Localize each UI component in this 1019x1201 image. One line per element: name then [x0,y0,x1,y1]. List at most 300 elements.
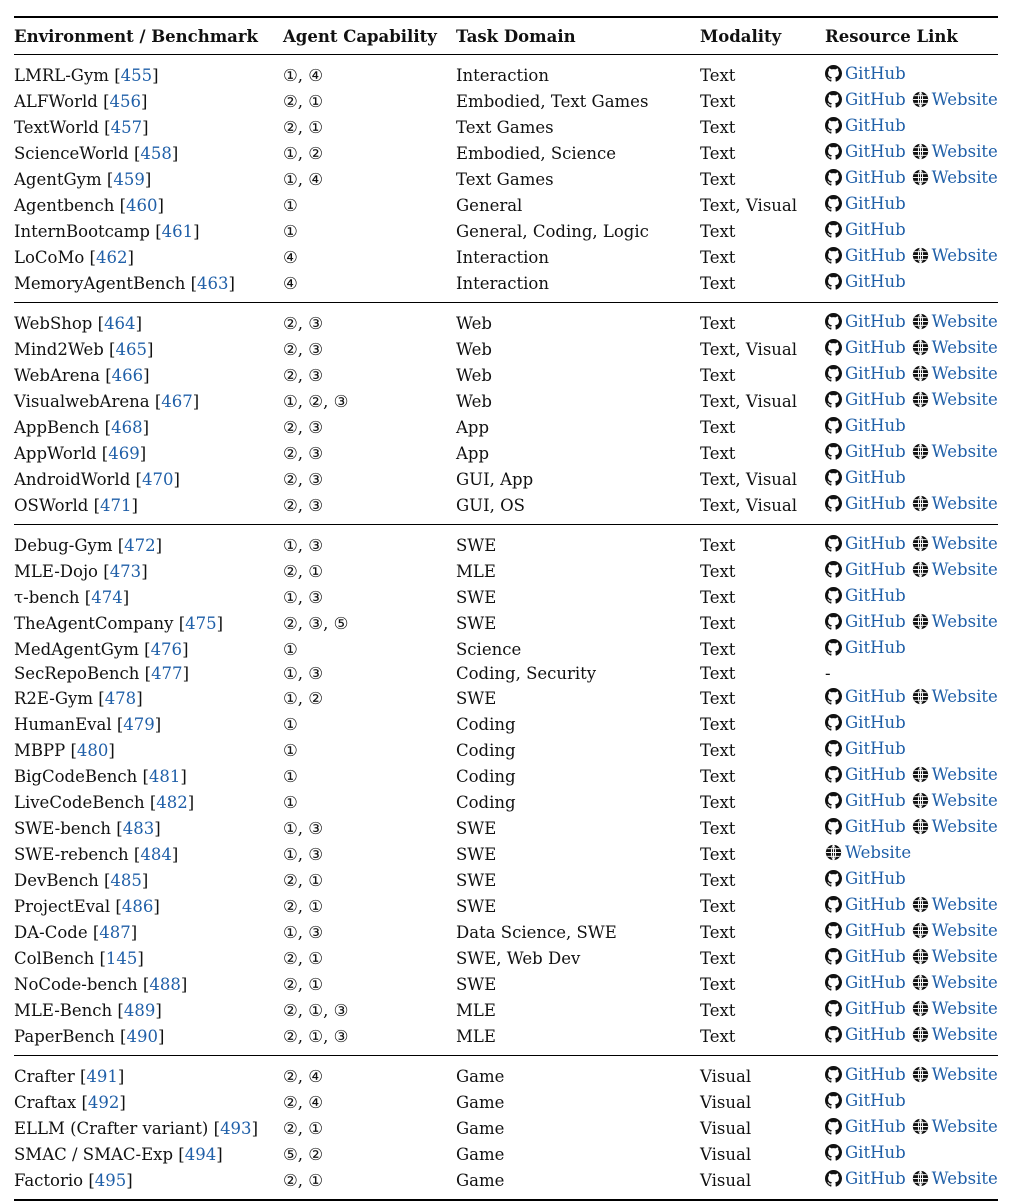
header-modality: Modality [700,26,782,46]
table-row [14,584,998,610]
environment-name: InternBootcamp [14,221,156,241]
github-icon [825,1144,842,1161]
website-link-label: Website [931,947,998,966]
github-icon [825,313,842,330]
table-header [14,17,998,55]
environment-name: AppBench [14,417,105,437]
domain-cell: Interaction [456,65,549,85]
capability-cell: ②, ③ [283,339,324,359]
domain-cell: Web [456,391,492,411]
resource-link-cell [825,841,998,867]
environment-cell: LiveCodeBench [482] [14,792,195,812]
github-link-label: GitHub [845,739,906,758]
website-link[interactable] [912,893,998,916]
table-row [14,1023,998,1056]
capability-cell: ⑤, ② [283,1144,324,1164]
capability-cell: ①, ② [283,143,324,163]
website-link[interactable] [912,336,998,359]
environment-cell: AppWorld [469] [14,443,147,463]
website-link[interactable] [912,88,998,111]
modality-cell: Text [700,948,736,968]
modality-cell: Text, Visual [700,195,798,215]
environment-name: AgentGym [14,169,107,189]
table-row [14,55,998,89]
github-link-label: GitHub [845,534,906,553]
resource-link-cell [825,893,998,919]
environment-name: τ-bench [14,587,85,607]
github-link-label: GitHub [845,895,906,914]
website-link[interactable] [912,140,998,163]
github-link[interactable] [825,192,906,215]
citation-link[interactable]: 472 [124,535,156,555]
modality-cell: Text [700,844,736,864]
header-domain: Task Domain [456,26,576,46]
environment-name: PaperBench [14,1026,121,1046]
github-link[interactable] [825,893,906,916]
domain-cell: SWE [456,613,497,633]
modality-cell: Visual [700,1118,752,1138]
github-link[interactable] [825,218,906,241]
environment-name: MedAgentGym [14,639,145,659]
website-link-label: Website [931,817,998,836]
environment-name: TheAgentCompany [14,613,179,633]
website-link[interactable] [912,1167,998,1190]
citation-link[interactable]: 483 [122,818,155,838]
github-link[interactable] [825,789,906,812]
github-link[interactable] [825,610,906,633]
github-icon [825,639,842,656]
github-link[interactable] [825,140,906,163]
modality-cell: Text [700,117,736,137]
citation-link[interactable]: 493 [220,1118,252,1138]
globe-icon [825,844,842,861]
environment-cell: BigCodeBench [481] [14,766,187,786]
domain-cell: SWE, Web Dev [456,948,581,968]
globe-icon [912,339,929,356]
website-link[interactable] [912,919,998,942]
environment-name: WebArena [14,365,106,385]
github-link[interactable] [825,815,906,838]
environment-name: SWE-bench [14,818,117,838]
domain-cell: General [456,195,523,215]
capability-cell: ①, ③ [283,922,324,942]
resource-link-cell [825,270,998,303]
citation-link[interactable]: 459 [113,169,145,189]
website-link-label: Website [931,1025,998,1044]
globe-icon [912,922,929,939]
citation-link[interactable]: 474 [91,587,123,607]
github-link[interactable] [825,685,906,708]
modality-cell: Text [700,688,736,708]
environment-name: AppWorld [14,443,102,463]
environment-cell: ColBench [145] [14,948,144,968]
citation-link[interactable]: 487 [99,922,131,942]
globe-icon [912,1066,929,1083]
github-link[interactable] [825,362,906,385]
resource-link-cell [825,610,998,636]
website-link[interactable] [912,388,998,411]
github-icon [825,143,842,160]
github-link[interactable] [825,270,906,293]
website-link[interactable] [912,1023,998,1046]
environment-cell: TheAgentCompany [475] [14,613,224,633]
github-link-label: GitHub [845,560,906,579]
github-link[interactable] [825,414,906,437]
website-link[interactable] [912,610,998,633]
resource-link-cell [825,362,998,388]
github-link[interactable] [825,919,906,942]
resource-link-cell [825,388,998,414]
environment-cell: SMAC / SMAC-Exp [494] [14,1144,223,1164]
modality-cell: Text [700,818,736,838]
website-link[interactable] [912,1115,998,1138]
github-link[interactable] [825,1089,906,1112]
github-icon [825,417,842,434]
github-link-label: GitHub [845,713,906,732]
environment-cell: ScienceWorld [458] [14,143,179,163]
github-link-label: GitHub [845,612,906,631]
website-link-label: Website [845,843,912,862]
modality-cell: Text, Visual [700,469,798,489]
github-link[interactable] [825,737,906,760]
environment-name: ColBench [14,948,100,968]
environment-name: Craftax [14,1092,82,1112]
website-link-label: Website [931,364,998,383]
website-link-label: Website [931,791,998,810]
citation-link[interactable]: 470 [141,469,174,489]
globe-icon [912,974,929,991]
globe-icon [912,365,929,382]
table-row [14,1167,998,1200]
website-link-label: Website [931,246,998,265]
citation-link[interactable]: 471 [100,495,132,515]
table-row [14,919,998,945]
github-link[interactable] [825,997,906,1020]
capability-cell: ① [283,766,298,786]
table-row [14,388,998,414]
github-icon [825,1170,842,1187]
table-row [14,558,998,584]
environment-name: Crafter [14,1066,80,1086]
website-link[interactable] [912,244,998,267]
github-link-label: GitHub [845,586,906,605]
no-link-dash: - [825,664,831,683]
environment-name: VisualwebArena [14,391,155,411]
github-icon [825,948,842,965]
environment-name: MLE-Dojo [14,561,104,581]
github-link[interactable] [825,971,906,994]
citation-link[interactable]: 467 [161,391,193,411]
environment-cell: Agentbench [460] [14,195,164,215]
github-link[interactable] [825,492,906,515]
github-link[interactable] [825,466,906,489]
resource-link-cell [825,55,998,89]
table-row [14,737,998,763]
resource-link-cell [825,492,998,525]
github-link[interactable] [825,945,906,968]
environment-name: Mind2Web [14,339,110,359]
benchmark-table-container [14,16,998,1201]
citation-link[interactable]: 458 [140,143,172,163]
modality-cell: Text [700,221,736,241]
modality-cell: Text, Visual [700,495,798,515]
citation-link[interactable]: 462 [95,247,128,267]
environment-cell: ELLM (Crafter variant) [493] [14,1118,258,1138]
modality-cell: Text [700,740,736,760]
environment-cell: MedAgentGym [476] [14,639,189,659]
domain-cell: Science [456,639,522,659]
github-link[interactable] [825,711,906,734]
github-link[interactable] [825,1167,906,1190]
citation-link[interactable]: 460 [126,195,158,215]
website-link[interactable] [912,310,998,333]
modality-cell: Text [700,143,736,163]
environment-cell: TextWorld [457] [14,117,149,137]
citation-link[interactable]: 463 [197,273,229,293]
table-row [14,867,998,893]
header-capability: Agent Capability [283,26,437,46]
citation-link[interactable]: 476 [150,639,183,659]
table-row [14,1056,998,1090]
table-row [14,440,998,466]
resource-link-cell [825,166,998,192]
github-icon [825,740,842,757]
citation-link[interactable]: 484 [140,844,172,864]
github-link[interactable] [825,244,906,267]
github-icon [825,117,842,134]
website-link-label: Website [931,168,998,187]
table-row [14,997,998,1023]
resource-link-cell [825,971,998,997]
website-link-label: Website [931,90,998,109]
resource-link-cell [825,763,998,789]
github-link[interactable] [825,584,906,607]
website-link[interactable] [912,763,998,786]
citation-link[interactable]: 469 [108,443,140,463]
capability-cell: ①, ② [283,688,324,708]
website-link-label: Website [931,1117,998,1136]
table-row [14,685,998,711]
domain-cell: GUI, OS [456,495,525,515]
github-icon [825,195,842,212]
citation-link[interactable]: 486 [121,896,154,916]
github-link-label: GitHub [845,312,906,331]
domain-cell: Coding [456,792,516,812]
resource-link-cell [825,88,998,114]
github-link-label: GitHub [845,90,906,109]
domain-cell: Interaction [456,247,549,267]
website-link[interactable] [912,789,998,812]
website-link-label: Website [931,921,998,940]
capability-cell: ① [283,792,298,812]
website-link[interactable] [825,841,911,864]
table-row [14,114,998,140]
github-link-label: GitHub [845,338,906,357]
citation-link[interactable]: 455 [120,65,153,85]
capability-cell: ②, ③ [283,495,324,515]
table-row [14,270,998,303]
citation-link[interactable]: 465 [115,339,147,359]
github-link-label: GitHub [845,390,906,409]
citation-link[interactable]: 481 [148,766,181,786]
header-resource-link: Resource Link [825,26,958,46]
citation-link[interactable]: 485 [110,870,142,890]
domain-cell: Game [456,1170,505,1190]
website-link[interactable] [912,166,998,189]
website-link[interactable] [912,971,998,994]
github-link-label: GitHub [845,1091,906,1110]
website-link-label: Website [931,142,998,161]
github-link[interactable] [825,763,906,786]
github-link[interactable] [825,532,906,555]
github-link[interactable] [825,558,906,581]
website-link-label: Website [931,687,998,706]
website-link[interactable] [912,685,998,708]
github-icon [825,1000,842,1017]
github-link[interactable] [825,440,906,463]
capability-cell: ①, ③ [283,535,324,555]
environment-name: LoCoMo [14,247,90,267]
citation-link[interactable]: 461 [161,221,194,241]
environment-name: LMRL-Gym [14,65,115,85]
github-link[interactable] [825,1115,906,1138]
environment-cell: MLE-Bench [489] [14,1000,162,1020]
citation-link[interactable]: 466 [111,365,144,385]
table-row [14,140,998,166]
resource-link-cell [825,867,998,893]
domain-cell: Embodied, Text Games [456,91,649,111]
citation-link[interactable]: 477 [151,664,183,683]
github-link[interactable] [825,62,906,85]
environment-name: LiveCodeBench [14,792,150,812]
citation-link[interactable]: 475 [185,613,217,633]
modality-cell: Text [700,896,736,916]
website-link[interactable] [912,492,998,515]
domain-cell: Coding [456,766,516,786]
github-link[interactable] [825,310,906,333]
github-link[interactable] [825,636,906,659]
globe-icon [912,1000,929,1017]
citation-link[interactable]: 490 [126,1026,158,1046]
table-row [14,971,998,997]
website-link[interactable] [912,997,998,1020]
header-row [14,17,998,55]
modality-cell: Visual [700,1092,752,1112]
website-link[interactable] [912,532,998,555]
github-link[interactable] [825,1023,906,1046]
environment-name: DevBench [14,870,104,890]
citation-link[interactable]: 479 [123,714,155,734]
table-row [14,362,998,388]
resource-link-cell [825,244,998,270]
citation-link[interactable]: 482 [156,792,188,812]
environment-name: MemoryAgentBench [14,273,191,293]
environment-cell: NoCode-bench [488] [14,974,188,994]
citation-link[interactable]: 478 [104,688,137,708]
github-link-label: GitHub [845,999,906,1018]
citation-link[interactable]: 489 [123,1000,156,1020]
domain-cell: Game [456,1092,505,1112]
globe-icon [912,391,929,408]
capability-cell: ②, ① [283,91,324,111]
github-link[interactable] [825,114,906,137]
citation-link[interactable]: 480 [76,740,109,760]
environment-name: DA-Code [14,922,93,942]
website-link[interactable] [912,815,998,838]
domain-cell: SWE [456,818,497,838]
citation-link[interactable]: 457 [110,117,143,137]
environment-cell: DA-Code [487] [14,922,138,942]
github-link[interactable] [825,88,906,111]
github-icon [825,247,842,264]
domain-cell: SWE [456,587,497,607]
domain-cell: Coding, Security [456,664,597,683]
environment-cell: MBPP [480] [14,740,115,760]
table-row [14,336,998,362]
table-row [14,763,998,789]
table-row [14,1115,998,1141]
github-link[interactable] [825,166,906,189]
github-link-label: GitHub [845,1117,906,1136]
domain-cell: Interaction [456,273,549,293]
citation-link[interactable]: 145 [105,948,138,968]
github-link[interactable] [825,388,906,411]
citation-link[interactable]: 464 [104,313,136,333]
github-icon [825,221,842,238]
resource-link-cell [825,685,998,711]
github-link-label: GitHub [845,416,906,435]
resource-link-cell [825,558,998,584]
citation-link[interactable]: 491 [86,1066,118,1086]
capability-cell: ① [283,221,298,241]
table-row [14,303,998,337]
citation-link[interactable]: 473 [109,561,142,581]
citation-link[interactable]: 494 [184,1144,217,1164]
environment-cell: WebShop [464] [14,313,142,333]
environment-name: R2E-Gym [14,688,99,708]
environment-cell: Crafter [491] [14,1066,125,1086]
github-icon [825,535,842,552]
domain-cell: App [456,443,490,463]
github-link[interactable] [825,867,906,890]
resource-link-cell [825,1141,998,1167]
website-link[interactable] [912,945,998,968]
github-link[interactable] [825,1141,906,1164]
environment-cell: PaperBench [490] [14,1026,165,1046]
github-icon [825,896,842,913]
citation-link[interactable]: 492 [87,1092,120,1112]
website-link[interactable] [912,362,998,385]
website-link-label: Website [931,612,998,631]
citation-link[interactable]: 456 [109,91,142,111]
github-link[interactable] [825,336,906,359]
github-icon [825,561,842,578]
citation-link[interactable]: 468 [111,417,143,437]
github-icon [825,391,842,408]
resource-link-cell [825,218,998,244]
domain-cell: Embodied, Science [456,143,617,163]
website-link[interactable] [912,440,998,463]
environment-name: WebShop [14,313,98,333]
website-link[interactable] [912,558,998,581]
capability-cell: ②, ③ [283,313,324,333]
citation-link[interactable]: 488 [149,974,181,994]
table-row [14,711,998,737]
modality-cell: Text [700,922,736,942]
environment-cell: AgentGym [459] [14,169,152,189]
capability-cell: ②, ①, ③ [283,1000,349,1020]
citation-link[interactable]: 495 [94,1170,127,1190]
